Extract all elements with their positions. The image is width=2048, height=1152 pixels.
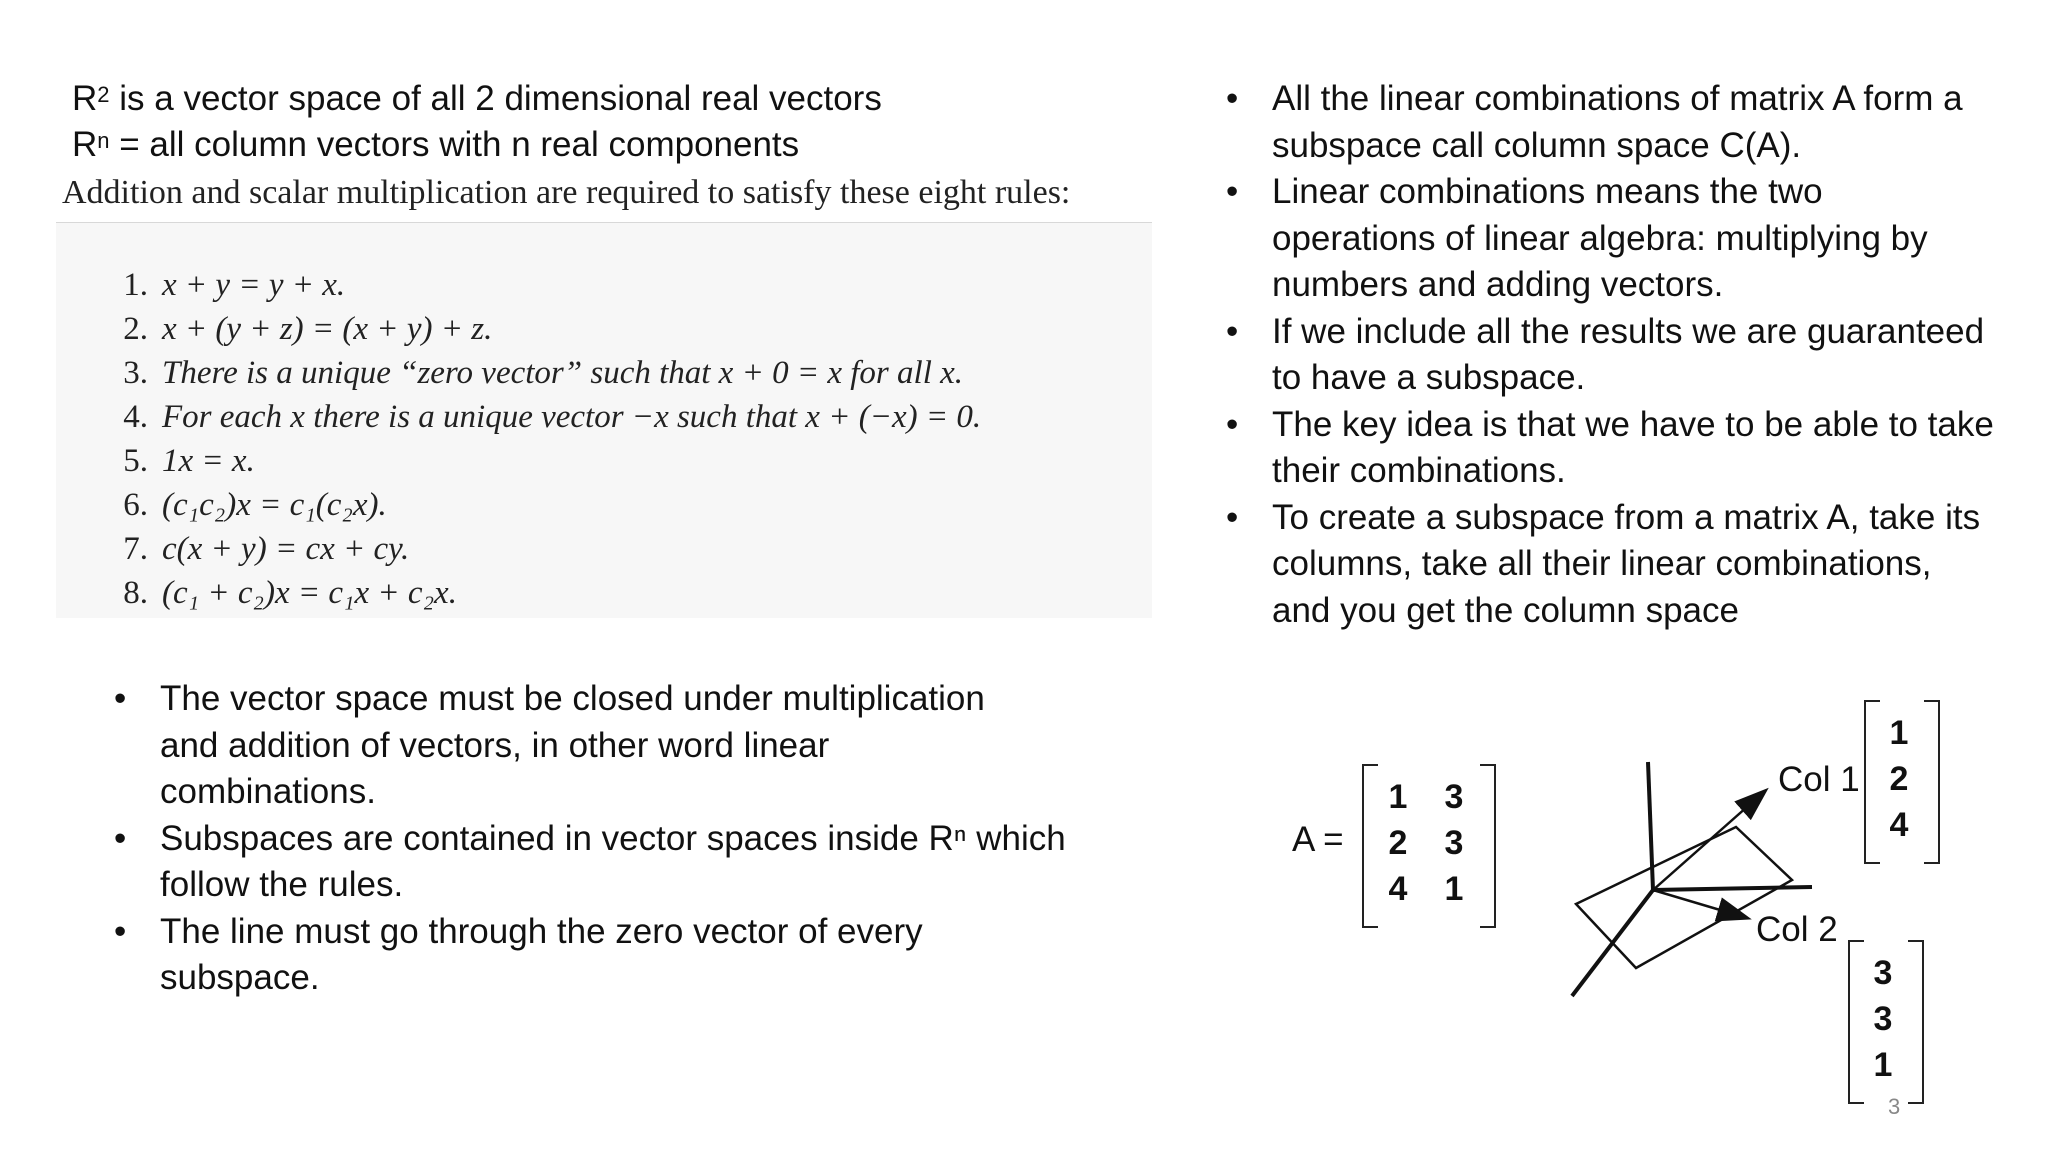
bullet-line: columns, take all their linear combinations, [1272,544,1932,583]
rule-item [96,307,981,351]
rule-text: c(x + y) = cx + cy. [162,531,410,567]
rule-item [96,571,981,615]
rule-number: 3. [123,355,148,391]
bullet-item [1226,169,2032,309]
bullet-line: To create a subspace from a matrix A, take its [1272,497,1981,537]
bullet-line: The line must go through the zero vector of every [160,911,923,951]
rule-text: For each x there is a unique vector −x such that x + (−x) = 0. [162,399,982,435]
bullet-dot: • [1226,497,1239,537]
bullet-line: subspace. [160,958,320,997]
bullet-line: their combinations. [1272,451,1566,490]
matrix-a-label: A = [1292,820,1344,859]
rule-number: 5. [123,443,148,479]
bullet-dot: • [114,911,127,951]
rule-text: There is a unique “zero vector” such that x + 0 = x for all x. [162,355,964,391]
bullet-item [114,676,1120,816]
intro-r-symbol: R [72,79,98,118]
col1-right-bracket [1924,700,1940,864]
bullet-line: numbers and adding vectors. [1272,265,1724,304]
rules-list [96,263,981,615]
matrix-cell: 3 [1444,778,1464,816]
matrix-a-right-bracket [1480,764,1496,928]
vector-entry: 3 [1873,954,1893,992]
rule-item [96,483,981,527]
rule-text: 1x = x. [162,443,255,479]
intro-superscript: n [97,128,110,153]
matrix-cell: 2 [1388,824,1408,862]
bullet-dot: • [1226,79,1239,118]
bullet-dot: • [114,818,127,858]
matrix-a [1370,774,1482,912]
rule-item [96,263,981,307]
intro-text: = all column vectors with n real components [109,125,800,164]
rule-number: 1. [123,267,148,303]
y-axis-line [1653,887,1812,890]
rule-text: x + y = y + x. [162,267,346,303]
rule-text: (c₁ + c₂)x = c₁x + c₂x. [162,575,457,611]
vector-entry: 1 [1889,714,1909,752]
bullet-line: to have a subspace. [1272,358,1586,397]
col2-right-bracket [1908,940,1924,1104]
rule-number: 7. [123,531,148,567]
bullet-dot: • [1226,311,1239,351]
rule-item [96,351,981,395]
rule-item [96,395,981,439]
matrix-cell: 1 [1444,870,1464,908]
bullet-dot: • [1226,172,1239,211]
vector-entry: 2 [1889,760,1909,798]
bullet-line: The vector space must be closed under multiplication [160,679,985,718]
intro-superscript: 2 [97,82,110,107]
vector-entry: 4 [1889,806,1909,844]
left-bullet-list [114,676,1120,1002]
matrix-cell: 4 [1388,870,1408,908]
rules-box [56,222,1152,618]
rule-number: 2. [123,311,148,347]
col2-vector [1860,950,1906,1088]
rule-text: (c₁c₂)x = c₁(c₂x). [162,487,387,523]
bullet-line: and addition of vectors, in other word linear [160,725,830,765]
matrix-cell: 3 [1444,824,1464,862]
z-axis-line [1648,762,1653,890]
matrix-cell: 1 [1388,778,1408,816]
right-bullet-list [1226,76,2032,634]
col2-label: Col 2 [1756,910,1838,949]
bullet-dot: • [114,679,127,718]
page-number: 3 [1888,1094,1901,1119]
rule-item [96,527,981,571]
col2-arrow [1653,890,1747,918]
bullet-line: and you get the column space [1272,590,1739,630]
col1-label: Col 1 [1778,760,1860,799]
intro-line-r2 [72,76,882,122]
rule-item [96,439,981,483]
col1-arrow [1653,791,1765,890]
intro-text: is a vector space of all 2 dimensional real vectors [109,79,882,118]
vector-entry: 3 [1873,1000,1893,1038]
bullet-line: combinations. [160,772,376,811]
bullet-item [1226,76,2032,169]
bullet-line: subspace call column space C(A). [1272,125,1802,165]
intro-r-symbol: R [72,125,98,164]
col1-vector [1876,710,1922,848]
bullet-item [1226,402,2032,495]
bullet-item [114,909,1120,1002]
bullet-line: The key idea is that we have to be able to take [1272,404,1994,444]
bullet-line: Linear combinations means the two [1272,172,1823,211]
rule-text: x + (y + z) = (x + y) + z. [162,311,493,347]
rule-number: 6. [123,487,148,523]
intro-line-rn [72,122,799,168]
bullet-line: operations of linear algebra: multiplying by [1272,218,1928,258]
rules-heading: Addition and scalar multiplication are required to satisfy these eight rules: [62,174,1071,211]
rule-number: 4. [123,399,148,435]
bullet-item [1226,495,2032,635]
bullet-item [1226,309,2032,402]
bullet-item [114,816,1120,909]
bullet-line: If we include all the results we are guaranteed [1272,311,1985,351]
vector-entry: 1 [1873,1046,1893,1084]
bullet-line: All the linear combinations of matrix A form a [1272,79,1963,118]
bullet-dot: • [1226,404,1239,444]
rule-number: 8. [123,575,148,611]
bullet-line: follow the rules. [160,865,404,904]
bullet-line: Subspaces are contained in vector spaces inside Rⁿ which [160,818,1066,858]
